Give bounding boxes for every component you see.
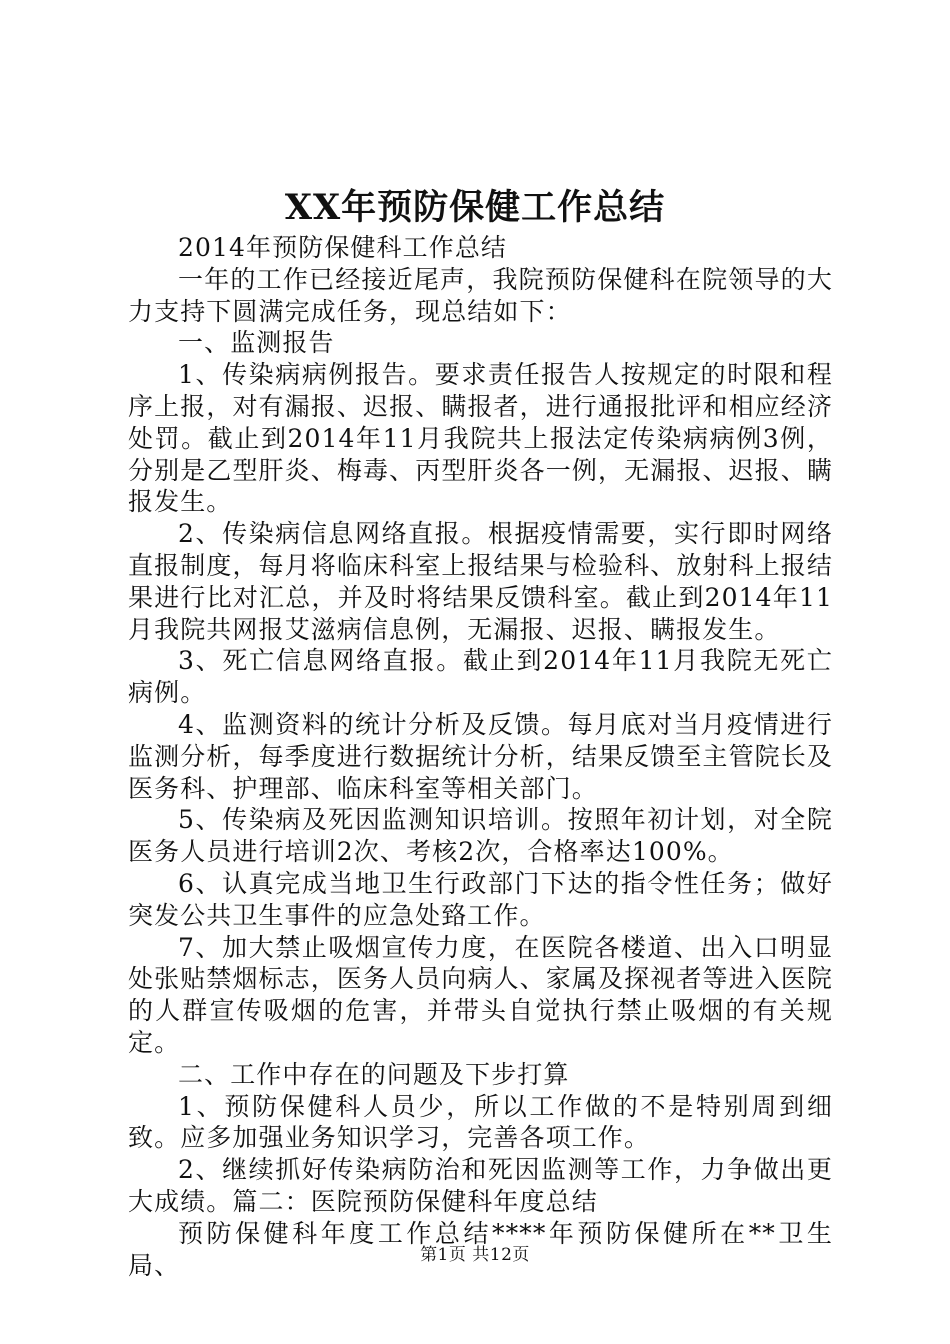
paragraph-annual-summary: 预防保健科年度工作总结****年预防保健所在**卫生局、 bbox=[128, 1218, 833, 1280]
paragraph-subtitle: 2014年预防保健科工作总结 bbox=[178, 233, 508, 262]
paragraph-intro: 一年的工作已经接近尾声，我院预防保健科在院领导的大力支持下圆满完成任务，现总结如下： bbox=[128, 264, 833, 326]
paragraph-item-5: 5、传染病及死因监测知识培训。按照年初计划，对全院医务人员进行培训2次、考核2次，合格率达100%。 bbox=[128, 805, 833, 867]
paragraph-item-3: 3、死亡信息网络直报。截止到2014年11月我院无死亡病例。 bbox=[128, 646, 833, 708]
section-heading-monitoring: 一、监测报告 bbox=[178, 328, 335, 358]
paragraph-item-2: 2、传染病信息网络直报。根据疫情需要，实行即时网络直报制度，每月将临床科室上报结果与检验科、放射科上报结果进行比对汇总，并及时将结果反馈科室。截止到2014年11月我院共网报艾滋病信息例，无漏报、迟报、瞒报发生。 bbox=[128, 519, 833, 644]
paragraph-item-7: 7、加大禁止吸烟宣传力度，在医院各楼道、出入口明显处张贴禁烟标志，医务人员向病人、家属及探视者等进入医院的人群宣传吸烟的危害，并带头自觉执行禁止吸烟的有关规定。 bbox=[128, 932, 833, 1057]
document-title: XX年预防保健工作总结 bbox=[284, 187, 666, 228]
paragraph-item-1: 1、传染病病例报告。要求责任报告人按规定的时限和程序上报，对有漏报、迟报、瞒报者，进行通报批评和相应经济处罚。截止到2014年11月我院共上报法定传染病病例3例，分别是乙型肝炎、梅毒、丙型肝炎各一例，无漏报、迟报、瞒报发生。 bbox=[128, 360, 833, 517]
paragraph-item-6: 6、认真完成当地卫生行政部门下达的指令性任务；做好突发公共卫生事件的应急处臵工作。 bbox=[128, 868, 833, 930]
paragraph-plan-2: 2、继续抓好传染病防治和死因监测等工作，力争做出更大成绩。篇二：医院预防保健科年度总结 bbox=[128, 1155, 833, 1216]
section-heading-problems: 二、工作中存在的问题及下步打算 bbox=[178, 1059, 570, 1089]
page-footer: 第1页 共12页 bbox=[420, 1245, 530, 1265]
paragraph-plan-1: 1、预防保健科人员少，所以工作做的不是特别周到细致。应多加强业务知识学习，完善各项工作。 bbox=[128, 1091, 833, 1153]
paragraph-item-4: 4、监测资料的统计分析及反馈。每月底对当月疫情进行监测分析，每季度进行数据统计分析，结果反馈至主管院长及医务科、护理部、临床科室等相关部门。 bbox=[128, 709, 833, 803]
document-body bbox=[128, 232, 833, 1281]
